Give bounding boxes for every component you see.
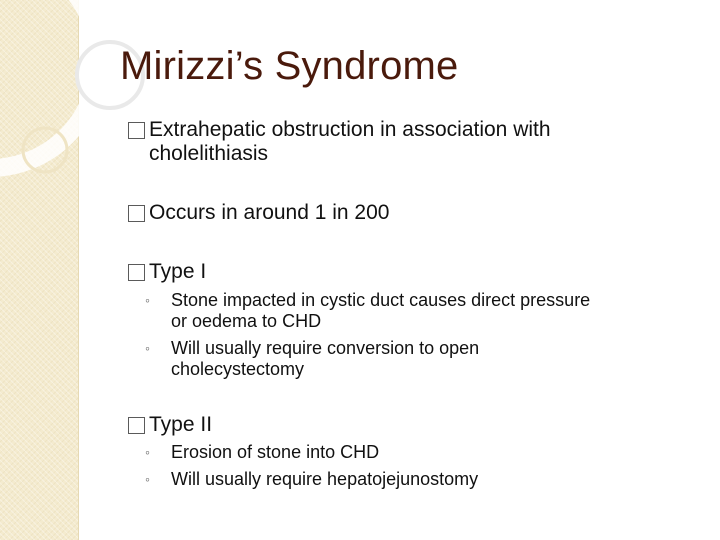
bullet-occurs — [128, 201, 389, 225]
sub-bullet-text — [171, 290, 590, 332]
sub-bullet-hepatojejunostomy — [145, 469, 478, 490]
decorative-side-band — [0, 0, 79, 540]
bullet-text: Type II — [149, 413, 213, 436]
sub-bullet-line: or oedema to CHD — [171, 311, 322, 331]
bullet-text: Type I — [149, 260, 207, 283]
sub-bullet-text: Erosion of stone into CHD — [171, 442, 380, 462]
bullet-extrahepatic — [128, 118, 551, 166]
sub-bullet-erosion — [145, 442, 379, 463]
sub-bullet-text: Will usually require hepatojejunostomy — [171, 469, 479, 489]
bullet-line: cholelithiasis — [149, 142, 269, 165]
sub-bullet-text — [171, 338, 479, 380]
circle-bullet-icon: ◦ — [145, 340, 150, 356]
circle-bullet-icon: ◦ — [145, 471, 150, 487]
slide-title: Mirizzi’s Syndrome — [120, 44, 459, 88]
bullet-text — [149, 118, 551, 166]
circle-bullet-icon: ◦ — [145, 444, 150, 460]
bullet-text: Occurs in around 1 in 200 — [149, 201, 390, 224]
bullet-type-2 — [128, 413, 212, 437]
sub-bullet-line: Stone impacted in cystic duct causes direct pressure — [171, 290, 591, 310]
bullet-type-1 — [128, 260, 206, 284]
square-bullet-icon — [128, 417, 145, 434]
sub-bullet-line: Will usually require conversion to open — [171, 338, 480, 358]
circle-bullet-icon: ◦ — [145, 292, 150, 308]
square-bullet-icon — [128, 122, 145, 139]
sub-bullet-conversion — [145, 338, 479, 380]
bullet-line: Extrahepatic obstruction in association with — [149, 118, 551, 141]
sub-bullet-line: cholecystectomy — [171, 359, 305, 379]
square-bullet-icon — [128, 264, 145, 281]
square-bullet-icon — [128, 205, 145, 222]
sub-bullet-stone-impacted — [145, 290, 590, 332]
